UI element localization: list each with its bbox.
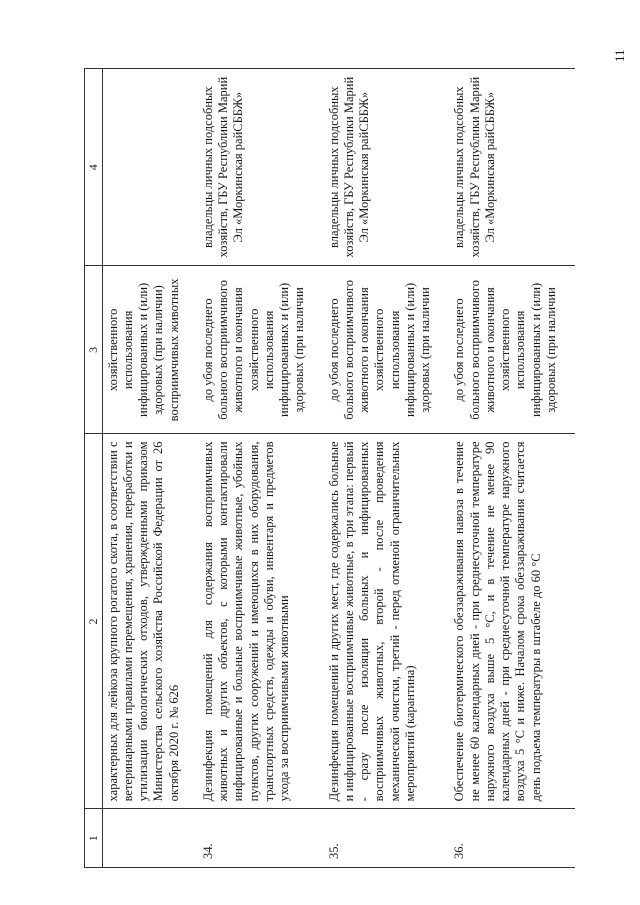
- measures-table: [84, 68, 575, 868]
- row-responsible: владельцы личных подсобных хозяйств, ГБУ Республики Марий Эл «Моркинская райСББЖ»: [198, 69, 324, 266]
- header-col-3: 3: [85, 266, 103, 434]
- row-number: [102, 809, 198, 868]
- row-description: Дезинфекция помещений и других мест, где содержались больные и инфицированные восприимчивые животные, в три этапа: первый - сразу после изоляции больных и инфицированных восприимчивых животных, второй - после проведения механической очистки, третий - перед отменой ограничительных мероприятий (карантина): [324, 434, 450, 809]
- table-row: [198, 69, 324, 868]
- table-header-row: [85, 69, 103, 868]
- header-col-2: 2: [85, 434, 103, 809]
- row-number: 35.: [324, 809, 450, 868]
- row-number: 36.: [449, 809, 575, 868]
- row-responsible: владельцы личных подсобных хозяйств, ГБУ Республики Марий Эл «Моркинская райСББЖ»: [449, 69, 575, 266]
- row-term: хозяйственного использования инфицированных и (или) здоровых (при наличии) восприимчивых животных: [102, 266, 198, 434]
- row-description: Обеспечение биотермического обеззараживания навоза в течение не менее 60 календарных дней - при среднесуточной температуре наружного воздуха выше 5 °С, и в течение не менее 90 календарных дней - при среднесуточной температуре наружного воздуха 5 °С и ниже. Началом срока обеззараживания считается день подъема температуры в штабеле до 60 °С: [449, 434, 575, 809]
- header-col-1: 1: [85, 809, 103, 868]
- row-description: Дезинфекция помещений для содержания восприимчивых животных и других объектов, с которыми контактировали инфицированные и больные восприимчивые животные, убойных пунктов, других сооружений и имеющихся в них оборудования, транспортных средств, одежды и обуви, инвентаря и предметов ухода за восприимчивыми животными: [198, 434, 324, 809]
- row-description: характерных для лейкоза крупного рогатого скота, в соответствии с ветеринарными правилами перемещения, хранения, переработки и утилизации биологических отходов, утвержденными приказом Министерства сельского хозяйства Российской Федерации от 26 октября 2020 г. № 626: [102, 434, 198, 809]
- row-responsible: [102, 69, 198, 266]
- row-number: 34.: [198, 809, 324, 868]
- table-row: [102, 69, 198, 868]
- header-col-4: 4: [85, 69, 103, 266]
- row-responsible: владельцы личных подсобных хозяйств, ГБУ Республики Марий Эл «Моркинская райСББЖ»: [324, 69, 450, 266]
- page-number: 11: [612, 49, 627, 62]
- rotated-page: [84, 68, 616, 868]
- row-term: до убоя последнего больного восприимчивого животного и окончания хозяйственного использования инфицированных и (или) здоровых (при наличии: [449, 266, 575, 434]
- table-row: [449, 69, 575, 868]
- row-term: до убоя последнего больного восприимчивого животного и окончания хозяйственного использования инфицированных и (или) здоровых (при наличии: [198, 266, 324, 434]
- table-row: [324, 69, 450, 868]
- row-term: до убоя последнего больного восприимчивого животного и окончания хозяйственного использования инфицированных и (или) здоровых (при наличии: [324, 266, 450, 434]
